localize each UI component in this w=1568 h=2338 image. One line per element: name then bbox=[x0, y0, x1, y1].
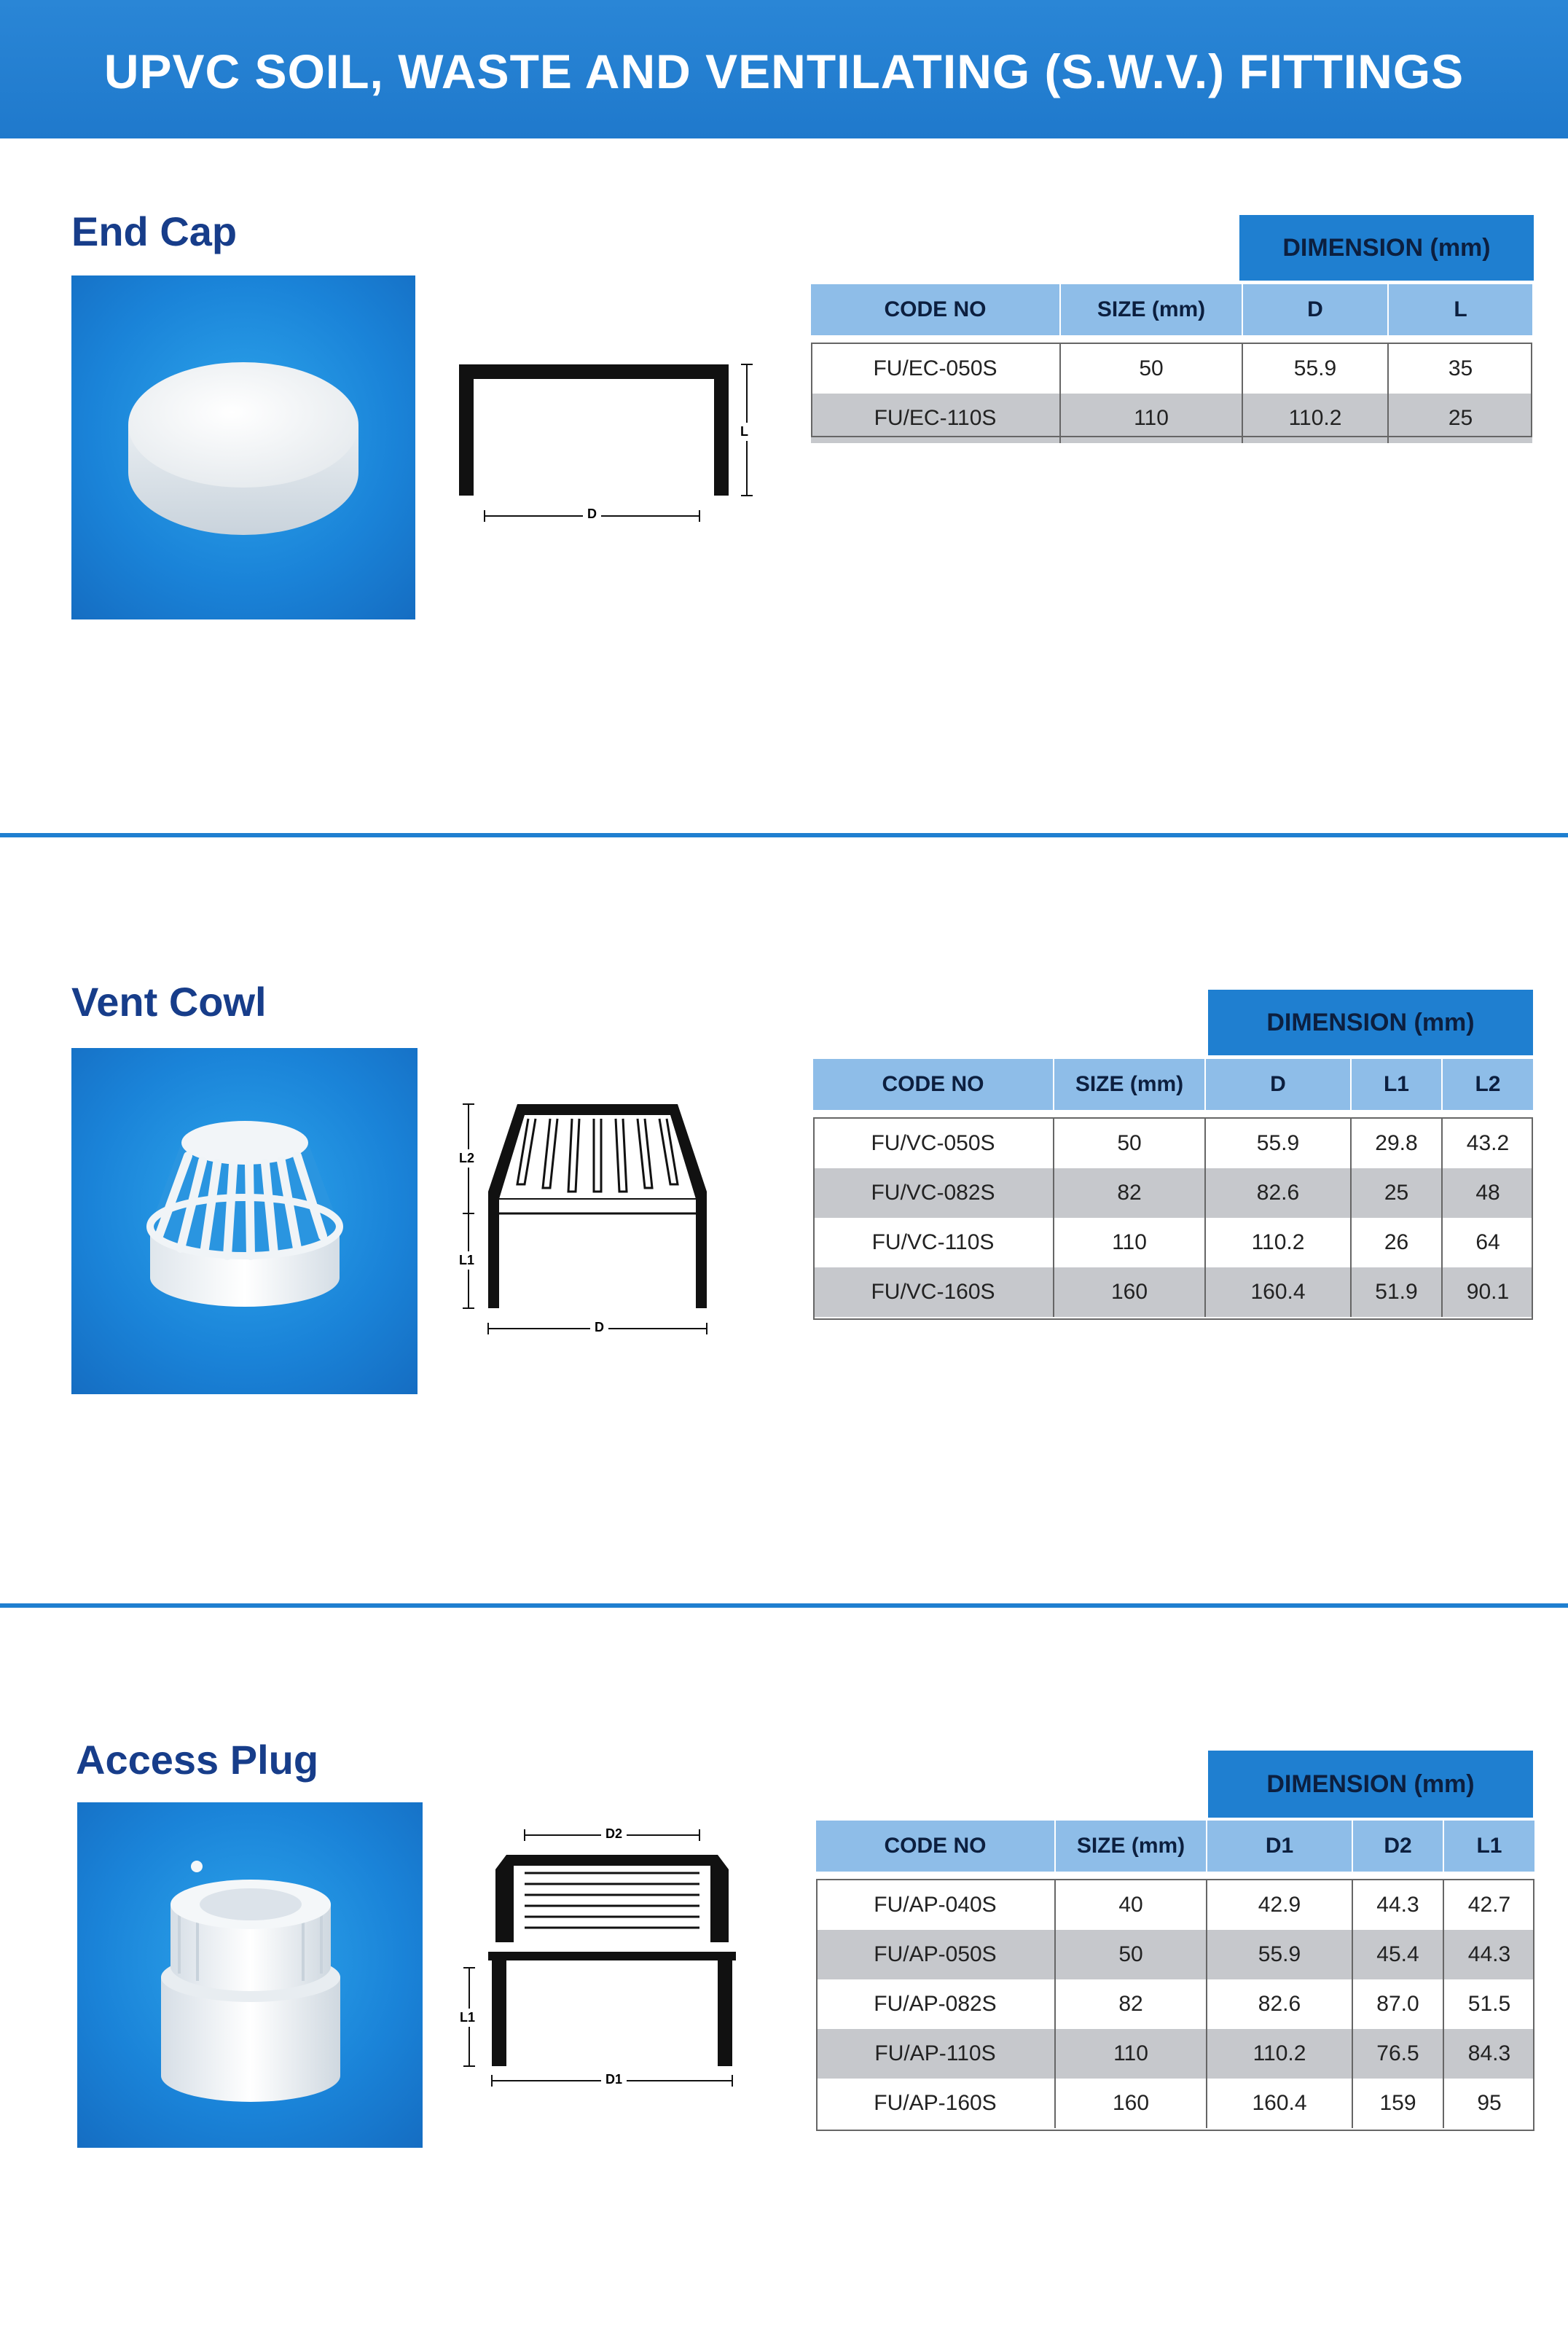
section-divider bbox=[0, 1603, 1568, 1608]
col-header-l2: L2 bbox=[1442, 1059, 1533, 1110]
col-header-size: SIZE (mm) bbox=[1060, 284, 1242, 335]
col-header-l: L bbox=[1388, 284, 1532, 335]
diagram-label-l2: L2 bbox=[459, 1149, 474, 1168]
table-row bbox=[816, 1979, 1534, 2029]
end-cap-photo bbox=[71, 275, 415, 619]
cell-l1: 42.7 bbox=[1443, 1880, 1534, 1930]
cell-d: 110.2 bbox=[1242, 394, 1388, 443]
cell-size: 82 bbox=[1054, 1168, 1205, 1218]
cell-size: 50 bbox=[1055, 1930, 1207, 1979]
table-row bbox=[816, 1930, 1534, 1979]
cell-l1: 26 bbox=[1351, 1218, 1442, 1267]
col-header-d: D bbox=[1242, 284, 1388, 335]
section-title-access-plug: Access Plug bbox=[76, 1737, 319, 1783]
cell-l1: 29.8 bbox=[1351, 1119, 1442, 1168]
diagram-label-d1: D1 bbox=[601, 2072, 627, 2087]
table-row bbox=[813, 1168, 1533, 1218]
table-row bbox=[811, 344, 1532, 394]
cell-size: 50 bbox=[1054, 1119, 1205, 1168]
table-row bbox=[816, 2079, 1534, 2128]
cell-code: FU/VC-160S bbox=[813, 1267, 1054, 1317]
table-row bbox=[813, 1119, 1533, 1168]
cell-code: FU/AP-050S bbox=[816, 1930, 1055, 1979]
col-header-code-no: CODE NO bbox=[811, 284, 1060, 335]
access-plug-dimension-header: DIMENSION (mm) bbox=[1208, 1751, 1533, 1818]
section-title-vent-cowl: Vent Cowl bbox=[71, 979, 267, 1025]
cell-d1: 160.4 bbox=[1207, 2079, 1352, 2128]
cell-d2: 45.4 bbox=[1352, 1930, 1443, 1979]
vent-cowl-diagram bbox=[459, 1097, 729, 1345]
vent-cowl-photo bbox=[71, 1048, 418, 1394]
cell-l2: 43.2 bbox=[1442, 1119, 1533, 1168]
cell-d2: 159 bbox=[1352, 2079, 1443, 2128]
diagram-label-d: D bbox=[583, 507, 601, 522]
diagram-label-d: D bbox=[590, 1320, 608, 1335]
end-cap-table bbox=[811, 284, 1532, 443]
header-band bbox=[0, 0, 1568, 138]
cell-code: FU/AP-160S bbox=[874, 2091, 997, 2115]
cell-size: 160 bbox=[1054, 1267, 1205, 1317]
table-row bbox=[816, 2029, 1534, 2079]
col-header-d: D bbox=[1205, 1059, 1351, 1110]
cell-code: FU/EC-050S bbox=[873, 356, 997, 380]
cell-code: FU/AP-110S bbox=[816, 2029, 1055, 2079]
access-plug-photo bbox=[77, 1802, 423, 2148]
cell-l1: 51.5 bbox=[1443, 1979, 1534, 2029]
page-title: UPVC SOIL, WASTE AND VENTILATING (S.W.V.) FITTINGS bbox=[103, 44, 1465, 98]
vent-cowl-dimension-header: DIMENSION (mm) bbox=[1208, 990, 1533, 1055]
cell-d: 55.9 bbox=[1242, 344, 1388, 394]
cell-size: 50 bbox=[1060, 344, 1242, 394]
table-row bbox=[813, 1267, 1533, 1317]
col-header-code-no: CODE NO bbox=[813, 1059, 1054, 1110]
cell-d2: 76.5 bbox=[1352, 2029, 1443, 2079]
col-header-d2: D2 bbox=[1352, 1821, 1443, 1872]
col-header-code-no: CODE NO bbox=[816, 1821, 1055, 1872]
cell-d: 110.2 bbox=[1205, 1218, 1351, 1267]
cell-size: 110 bbox=[1054, 1218, 1205, 1267]
cell-d1: 82.6 bbox=[1207, 1979, 1352, 2029]
cell-l1: 84.3 bbox=[1443, 2029, 1534, 2079]
table-row bbox=[816, 1880, 1534, 1930]
diagram-label-l1: L1 bbox=[459, 1251, 474, 1270]
section-divider bbox=[0, 833, 1568, 837]
diagram-label-l: L bbox=[740, 423, 748, 441]
cell-code: FU/AP-040S bbox=[874, 1893, 997, 1917]
cell-l2: 90.1 bbox=[1442, 1267, 1533, 1317]
cell-l: 25 bbox=[1388, 394, 1532, 443]
cell-d: 55.9 bbox=[1205, 1119, 1351, 1168]
cell-l1: 44.3 bbox=[1443, 1930, 1534, 1979]
section-title-end-cap: End Cap bbox=[71, 208, 238, 254]
col-header-size: SIZE (mm) bbox=[1054, 1059, 1205, 1110]
cell-d: 160.4 bbox=[1205, 1267, 1351, 1317]
col-header-l1: L1 bbox=[1351, 1059, 1442, 1110]
col-header-size: SIZE (mm) bbox=[1055, 1821, 1207, 1872]
vent-cowl-table bbox=[813, 1059, 1533, 1317]
cell-l: 35 bbox=[1388, 344, 1532, 394]
cell-d2: 87.0 bbox=[1352, 1979, 1443, 2029]
cell-code: FU/VC-082S bbox=[813, 1168, 1054, 1218]
end-cap-diagram bbox=[452, 357, 772, 532]
cell-size: 110 bbox=[1060, 394, 1242, 443]
cell-size: 82 bbox=[1055, 1979, 1207, 2029]
cell-l1: 95 bbox=[1443, 2079, 1534, 2128]
cell-code: FU/VC-050S bbox=[871, 1131, 995, 1155]
cell-d: 82.6 bbox=[1205, 1168, 1351, 1218]
cell-d2: 44.3 bbox=[1352, 1880, 1443, 1930]
cell-l2: 64 bbox=[1442, 1218, 1533, 1267]
cell-l1: 25 bbox=[1351, 1168, 1442, 1218]
cell-size: 40 bbox=[1055, 1880, 1207, 1930]
col-header-l1: L1 bbox=[1443, 1821, 1534, 1872]
cell-l2: 48 bbox=[1442, 1168, 1533, 1218]
diagram-label-l1: L1 bbox=[460, 2009, 475, 2027]
cell-code: FU/AP-082S bbox=[874, 1992, 997, 2016]
table-row bbox=[811, 394, 1532, 443]
access-plug-table bbox=[816, 1821, 1534, 2128]
cell-size: 160 bbox=[1055, 2079, 1207, 2128]
col-header-d1: D1 bbox=[1207, 1821, 1352, 1872]
cell-code: FU/VC-110S bbox=[871, 1230, 995, 1254]
cell-d1: 55.9 bbox=[1207, 1930, 1352, 1979]
cell-d1: 42.9 bbox=[1207, 1880, 1352, 1930]
cell-l1: 51.9 bbox=[1351, 1267, 1442, 1317]
access-plug-diagram bbox=[459, 1822, 736, 2092]
end-cap-dimension-header: DIMENSION (mm) bbox=[1239, 215, 1534, 281]
cell-code: FU/EC-110S bbox=[811, 394, 1060, 443]
cell-d1: 110.2 bbox=[1207, 2029, 1352, 2079]
table-row bbox=[813, 1218, 1533, 1267]
diagram-label-d2: D2 bbox=[601, 1826, 627, 1842]
cell-size: 110 bbox=[1055, 2029, 1207, 2079]
